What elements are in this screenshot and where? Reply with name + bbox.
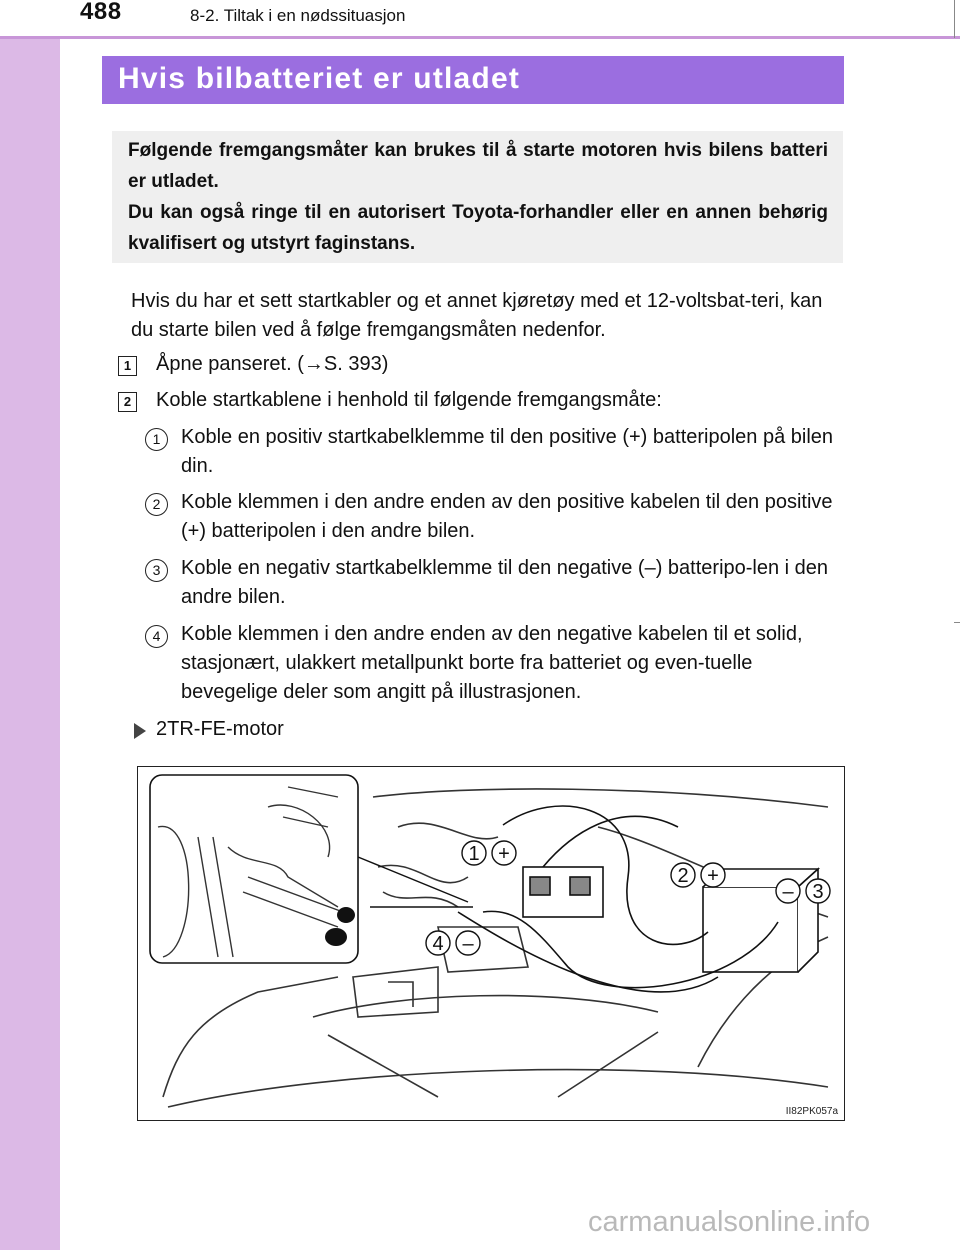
crop-mark bbox=[954, 0, 955, 38]
substep-number: 1 bbox=[145, 428, 168, 451]
substep-text: Koble klemmen i den andre enden av den negative kabelen til et solid, stasjonært, ulakkert metallpunkt borte fra batteriet og even-tuelle bevegelige deler som angitt på illustrasjonen. bbox=[181, 623, 803, 703]
page-number: 488 bbox=[80, 0, 122, 25]
page-title: Hvis bilbatteriet er utladet bbox=[118, 62, 521, 95]
callout-3: 3 bbox=[812, 881, 824, 903]
clamp-handle bbox=[325, 928, 347, 946]
intro-box bbox=[112, 131, 843, 263]
minus-symbol: – bbox=[462, 933, 474, 955]
intro-line: Du kan også ringe til en autorisert Toyota-forhandler eller en annen behørig kvalifisert og utstyrt faginstans. bbox=[128, 202, 828, 254]
jump-start-illustration bbox=[137, 766, 845, 1121]
figure-code: II82PK057a bbox=[785, 1106, 838, 1117]
section-label: 8-2. Tiltak i en nødssituasjon bbox=[190, 6, 406, 25]
page-header bbox=[0, 0, 960, 36]
plus-symbol: + bbox=[707, 865, 719, 887]
substep-number: 4 bbox=[145, 625, 168, 648]
callout-4: 4 bbox=[432, 933, 444, 955]
crop-mark bbox=[954, 622, 960, 623]
bullet-triangle-icon bbox=[134, 723, 146, 739]
intro-line: Følgende fremgangsmåter kan brukes til å starte motoren hvis bilens batteri er utladet. bbox=[128, 140, 828, 192]
step-number-box: 1 bbox=[118, 356, 137, 376]
step-number-box: 2 bbox=[118, 392, 137, 412]
substep-text: Koble en positiv startkabelklemme til den positive (+) batteripolen på bilen din. bbox=[181, 426, 834, 477]
title-bar bbox=[102, 56, 844, 104]
step-text: Åpne panseret. (→S. 393) bbox=[156, 353, 389, 375]
side-color-band bbox=[0, 0, 60, 1250]
watermark: carmanualsonline.info bbox=[588, 1206, 871, 1238]
callout-2: 2 bbox=[677, 865, 689, 887]
clamp-handle bbox=[337, 907, 355, 923]
intro-text bbox=[128, 135, 828, 259]
engine-bay-drawing bbox=[138, 767, 844, 1120]
substep-text: Koble klemmen i den andre enden av den positive kabelen til den positive (+) batteripolen i den andre bilen. bbox=[181, 491, 833, 542]
substep-text: Koble en negativ startkabelklemme til den negative (–) batteripo-len i den andre bilen. bbox=[181, 557, 829, 608]
substep-number: 2 bbox=[145, 493, 168, 516]
step-text: Koble startkablene i henhold til følgende fremgangsmåte: bbox=[156, 389, 662, 411]
header-rule bbox=[0, 36, 960, 39]
callout-1: 1 bbox=[468, 843, 480, 865]
engine-label: 2TR-FE-motor bbox=[156, 718, 284, 740]
intro-paragraph: Hvis du har et sett startkabler og et annet kjøretøy med et 12-voltsbat-teri, kan du starte bilen ved å følge fremgangsmåten nedenfor. bbox=[131, 290, 823, 341]
plus-symbol: + bbox=[498, 843, 510, 865]
minus-symbol: – bbox=[782, 881, 794, 903]
substep-number: 3 bbox=[145, 559, 168, 582]
